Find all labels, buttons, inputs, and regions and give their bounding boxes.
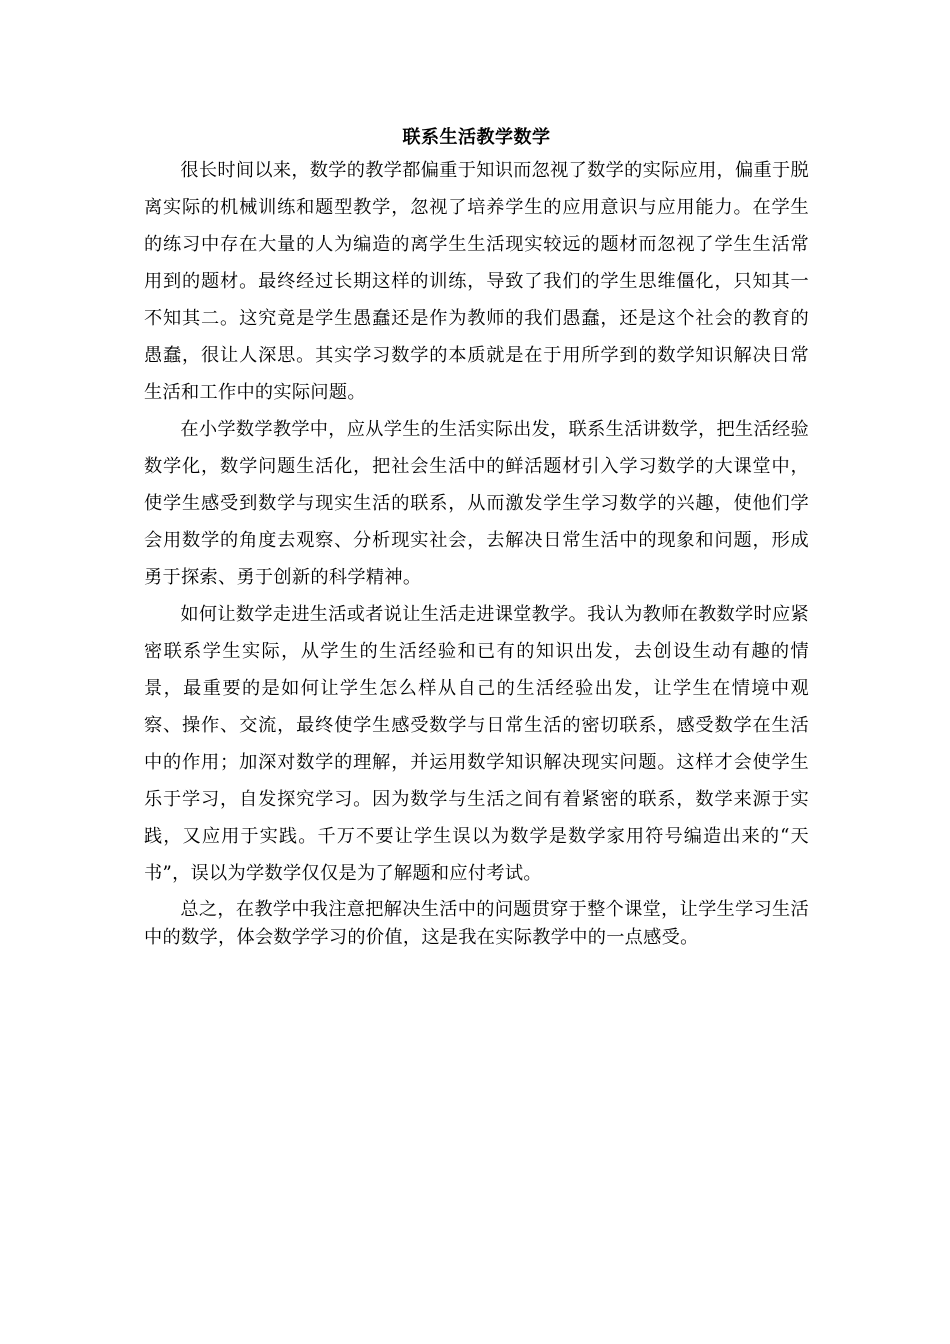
document-body [144, 126, 809, 952]
paragraph-1: 很长时间以来，数学的教学都偏重于知识而忽视了数学的实际应用，偏重于脱离实际的机械训练和题型教学，忽视了培养学生的应用意识与应用能力。在学生的练习中存在大量的人为编造的离学生生活现实较远的题材而忽视了学生生活常用到的题材。最终经过长期这样的训练，导致了我们的学生思维僵化，只知其一不知其二。这究竟是学生愚蠢还是作为教师的我们愚蠢，还是这个社会的教育的愚蠢，很让人深思。其实学习数学的本质就是在于用所学到的数学知识解决日常生活和工作中的实际问题。 [144, 160, 809, 403]
paragraph-4: 总之，在教学中我注意把解决生活中的问题贯穿于整个课堂，让学生学习生活中的数学，体会数学学习的价值，这是我在实际教学中的一点感受。 [144, 899, 809, 948]
paragraph-3: 如何让数学走进生活或者说让生活走进课堂教学。我认为教师在教数学时应紧密联系学生实际，从学生的生活经验和已有的知识出发，去创设生动有趣的情景，最重要的是如何让学生怎么样从自己的生活经验出发，让学生在情境中观察、操作、交流，最终使学生感受数学与日常生活的密切联系，感受数学在生活中的作用；加深对数学的理解，并运用数学知识解决现实问题。这样才会使学生乐于学习，自发探究学习。因为数学与生活之间有着紧密的联系，数学来源于实践，又应用于实践。千万不要让学生误以为数学是数学家用符号编造出来的“天书”，误以为学数学仅仅是为了解题和应付考试。 [144, 604, 809, 884]
paragraph-2: 在小学数学教学中，应从学生的生活实际出发，联系生活讲数学，把生活经验数学化，数学问题生活化，把社会生活中的鲜活题材引入学习数学的大课堂中，使学生感受到数学与现实生活的联系，从而激发学生学习数学的兴趣，使他们学会用数学的角度去观察、分析现实社会，去解决日常生活中的现象和问题，形成勇于探索、勇于创新的科学精神。 [144, 419, 809, 588]
document-title: 联系生活教学数学 [402, 127, 551, 148]
